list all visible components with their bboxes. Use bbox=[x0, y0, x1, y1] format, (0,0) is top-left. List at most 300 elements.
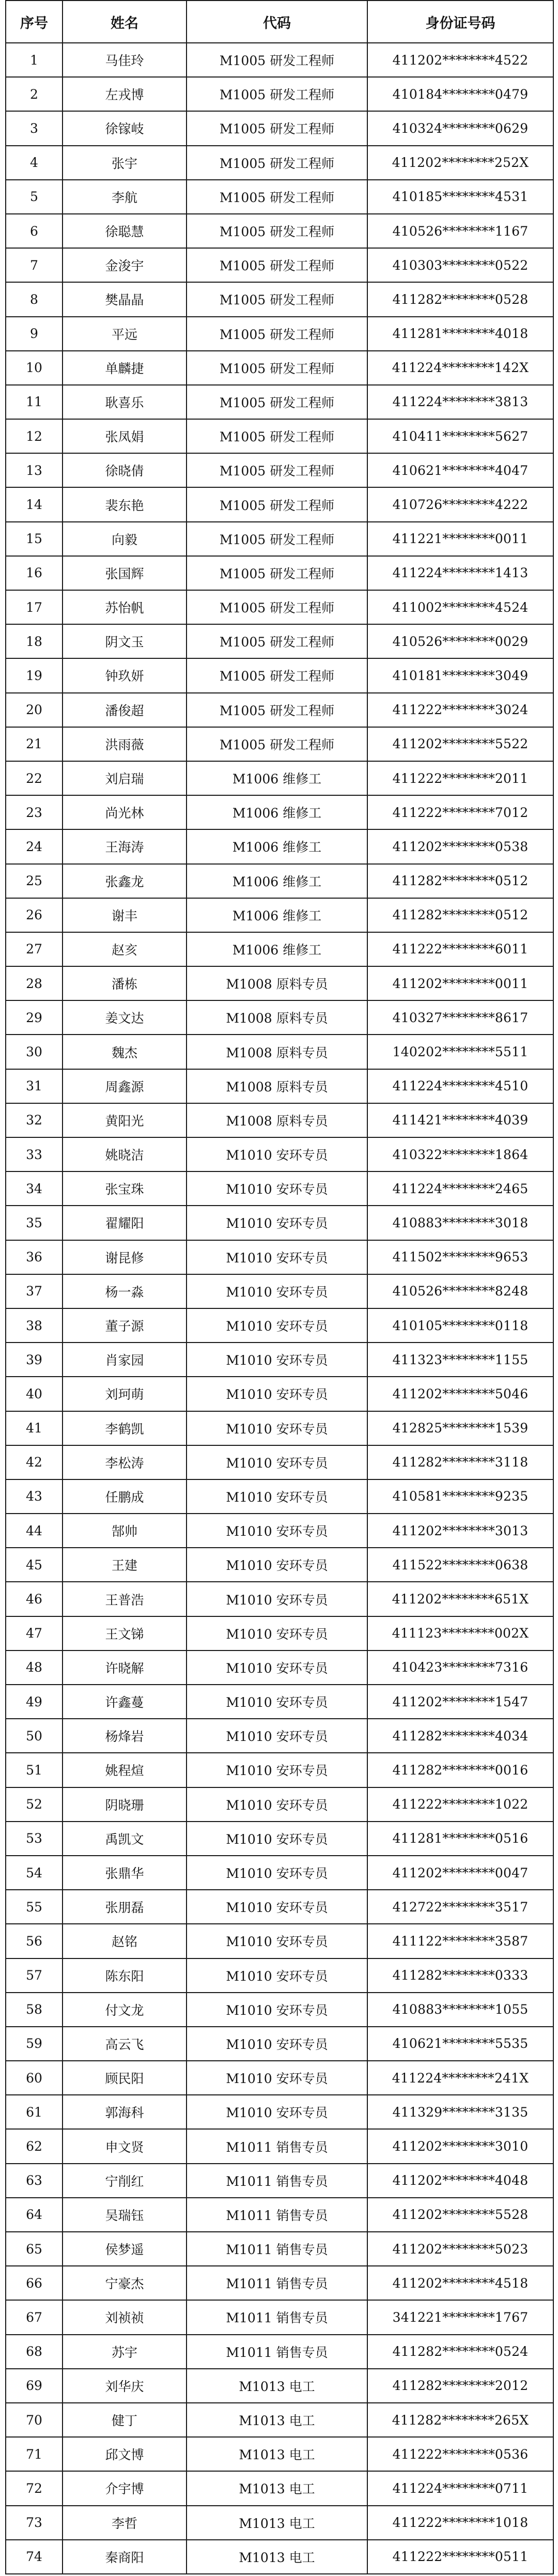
cell-name: 赵亥 bbox=[63, 932, 187, 966]
cell-name: 周鑫源 bbox=[63, 1069, 187, 1103]
table-row bbox=[6, 2403, 553, 2437]
cell-serial-number: 28 bbox=[6, 966, 63, 1000]
cell-code: M1010 安环专员 bbox=[187, 1787, 367, 1822]
cell-id-number: 411202********0011 bbox=[367, 966, 553, 1000]
table-row bbox=[6, 487, 553, 521]
cell-serial-number: 55 bbox=[6, 1890, 63, 1924]
cell-id-number: 411202********3010 bbox=[367, 2129, 553, 2163]
table-row bbox=[6, 727, 553, 761]
cell-name: 姚晓洁 bbox=[63, 1137, 187, 1171]
cell-name: 邱文博 bbox=[63, 2437, 187, 2471]
cell-code: M1006 维修工 bbox=[187, 761, 367, 795]
cell-serial-number: 10 bbox=[6, 351, 63, 385]
cell-id-number: 411222********0536 bbox=[367, 2437, 553, 2471]
cell-code: M1010 安环专员 bbox=[187, 1993, 367, 2027]
cell-name: 张宝珠 bbox=[63, 1171, 187, 1206]
cell-serial-number: 51 bbox=[6, 1753, 63, 1787]
table-row bbox=[6, 2437, 553, 2471]
cell-id-number: 411323********1155 bbox=[367, 1343, 553, 1377]
table-row bbox=[6, 2369, 553, 2403]
cell-serial-number: 64 bbox=[6, 2198, 63, 2232]
cell-name: 赵铭 bbox=[63, 1924, 187, 1958]
cell-name: 张鼎华 bbox=[63, 1856, 187, 1890]
cell-serial-number: 38 bbox=[6, 1308, 63, 1343]
cell-name: 金浚宇 bbox=[63, 248, 187, 282]
cell-name: 张宇 bbox=[63, 146, 187, 180]
cell-code: M1010 安环专员 bbox=[187, 1719, 367, 1753]
cell-name: 谢昆修 bbox=[63, 1240, 187, 1274]
table-row bbox=[6, 2027, 553, 2061]
table-row bbox=[6, 214, 553, 248]
cell-id-number: 411202********0538 bbox=[367, 829, 553, 863]
cell-name: 董子源 bbox=[63, 1308, 187, 1343]
cell-code: M1005 研发工程师 bbox=[187, 487, 367, 521]
cell-id-number: 411282********0528 bbox=[367, 282, 553, 316]
cell-name: 徐镓岐 bbox=[63, 111, 187, 145]
table-row bbox=[6, 43, 553, 77]
cell-name: 任鹏成 bbox=[63, 1479, 187, 1514]
cell-code: M1008 原料专员 bbox=[187, 966, 367, 1000]
cell-name: 徐聪慧 bbox=[63, 214, 187, 248]
cell-id-number: 410411********5627 bbox=[367, 419, 553, 453]
table-row bbox=[6, 590, 553, 624]
table-row bbox=[6, 658, 553, 692]
cell-serial-number: 59 bbox=[6, 2027, 63, 2061]
cell-id-number: 410621********4047 bbox=[367, 453, 553, 487]
table-row bbox=[6, 2198, 553, 2232]
table-row bbox=[6, 1719, 553, 1753]
cell-id-number: 412825********1539 bbox=[367, 1411, 553, 1445]
table-row bbox=[6, 1514, 553, 1548]
table-row bbox=[6, 1308, 553, 1343]
header-serial-number: 序号 bbox=[6, 1, 63, 43]
cell-id-number: 412722********3517 bbox=[367, 1890, 553, 1924]
table-row bbox=[6, 1616, 553, 1651]
header-row bbox=[6, 1, 553, 43]
cell-serial-number: 18 bbox=[6, 624, 63, 658]
table-row bbox=[6, 1479, 553, 1514]
cell-name: 苏宇 bbox=[63, 2335, 187, 2369]
cell-code: M1005 研发工程师 bbox=[187, 351, 367, 385]
cell-name: 刘启瑞 bbox=[63, 761, 187, 795]
cell-code: M1008 原料专员 bbox=[187, 1035, 367, 1069]
table-row bbox=[6, 453, 553, 487]
cell-id-number: 411202********4048 bbox=[367, 2164, 553, 2198]
cell-id-number: 410883********1055 bbox=[367, 1993, 553, 2027]
cell-code: M1010 安环专员 bbox=[187, 1753, 367, 1787]
cell-serial-number: 17 bbox=[6, 590, 63, 624]
cell-name: 王海涛 bbox=[63, 829, 187, 863]
table-row bbox=[6, 829, 553, 863]
cell-name: 张国辉 bbox=[63, 556, 187, 590]
table-row bbox=[6, 2300, 553, 2334]
cell-code: M1005 研发工程师 bbox=[187, 453, 367, 487]
cell-id-number: 411222********2011 bbox=[367, 761, 553, 795]
cell-code: M1010 安环专员 bbox=[187, 2027, 367, 2061]
cell-name: 申文贤 bbox=[63, 2129, 187, 2163]
cell-name: 杨烽岩 bbox=[63, 1719, 187, 1753]
cell-id-number: 410181********3049 bbox=[367, 658, 553, 692]
cell-serial-number: 52 bbox=[6, 1787, 63, 1822]
cell-serial-number: 72 bbox=[6, 2471, 63, 2505]
cell-code: M1010 安环专员 bbox=[187, 1548, 367, 1582]
cell-id-number: 411281********4018 bbox=[367, 317, 553, 351]
table-row bbox=[6, 1411, 553, 1445]
cell-id-number: 411282********2012 bbox=[367, 2369, 553, 2403]
table-row bbox=[6, 1171, 553, 1206]
cell-name: 阴晓珊 bbox=[63, 1787, 187, 1822]
cell-code: M1008 原料专员 bbox=[187, 1103, 367, 1137]
cell-code: M1005 研发工程师 bbox=[187, 248, 367, 282]
cell-serial-number: 19 bbox=[6, 658, 63, 692]
cell-serial-number: 48 bbox=[6, 1651, 63, 1685]
cell-id-number: 411123********002X bbox=[367, 1616, 553, 1651]
table-row bbox=[6, 624, 553, 658]
cell-id-number: 411224********0711 bbox=[367, 2471, 553, 2505]
cell-serial-number: 4 bbox=[6, 146, 63, 180]
cell-code: M1010 安环专员 bbox=[187, 1514, 367, 1548]
cell-id-number: 411282********265X bbox=[367, 2403, 553, 2437]
cell-id-number: 411329********3135 bbox=[367, 2095, 553, 2129]
header-name: 姓名 bbox=[63, 1, 187, 43]
cell-code: M1010 安环专员 bbox=[187, 1206, 367, 1240]
cell-serial-number: 27 bbox=[6, 932, 63, 966]
cell-serial-number: 43 bbox=[6, 1479, 63, 1514]
cell-name: 张朋磊 bbox=[63, 1890, 187, 1924]
table-row bbox=[6, 1445, 553, 1479]
table-row bbox=[6, 146, 553, 180]
cell-serial-number: 11 bbox=[6, 385, 63, 419]
cell-id-number: 410423********7316 bbox=[367, 1651, 553, 1685]
cell-code: M1005 研发工程师 bbox=[187, 43, 367, 77]
cell-name: 洪雨薇 bbox=[63, 727, 187, 761]
table-row bbox=[6, 1822, 553, 1856]
cell-serial-number: 69 bbox=[6, 2369, 63, 2403]
cell-name: 姚程煊 bbox=[63, 1753, 187, 1787]
table-row bbox=[6, 898, 553, 932]
cell-serial-number: 22 bbox=[6, 761, 63, 795]
cell-name: 许鑫蔓 bbox=[63, 1685, 187, 1719]
cell-code: M1005 研发工程师 bbox=[187, 624, 367, 658]
cell-id-number: 411222********3024 bbox=[367, 693, 553, 727]
cell-serial-number: 26 bbox=[6, 898, 63, 932]
cell-id-number: 411224********1413 bbox=[367, 556, 553, 590]
cell-id-number: 411281********0516 bbox=[367, 1822, 553, 1856]
cell-code: M1005 研发工程师 bbox=[187, 522, 367, 556]
cell-code: M1011 销售专员 bbox=[187, 2335, 367, 2369]
table-row bbox=[6, 180, 553, 214]
cell-serial-number: 70 bbox=[6, 2403, 63, 2437]
header-code: 代码 bbox=[187, 1, 367, 43]
table-row bbox=[6, 1753, 553, 1787]
cell-serial-number: 40 bbox=[6, 1377, 63, 1411]
table-row bbox=[6, 77, 553, 111]
table-row bbox=[6, 1206, 553, 1240]
cell-code: M1010 安环专员 bbox=[187, 1308, 367, 1343]
cell-serial-number: 74 bbox=[6, 2540, 63, 2574]
cell-name: 付文龙 bbox=[63, 1993, 187, 2027]
cell-serial-number: 61 bbox=[6, 2095, 63, 2129]
cell-serial-number: 12 bbox=[6, 419, 63, 453]
cell-serial-number: 8 bbox=[6, 282, 63, 316]
cell-name: 姜文达 bbox=[63, 1000, 187, 1035]
cell-code: M1010 安环专员 bbox=[187, 1651, 367, 1685]
cell-serial-number: 37 bbox=[6, 1274, 63, 1308]
cell-name: 肖家园 bbox=[63, 1343, 187, 1377]
cell-id-number: 411222********1018 bbox=[367, 2506, 553, 2540]
cell-name: 徐晓倩 bbox=[63, 453, 187, 487]
table-row bbox=[6, 2540, 553, 2574]
cell-code: M1005 研发工程师 bbox=[187, 693, 367, 727]
cell-name: 郭海科 bbox=[63, 2095, 187, 2129]
cell-name: 秦商阳 bbox=[63, 2540, 187, 2574]
table-row bbox=[6, 1582, 553, 1616]
cell-id-number: 411202********4518 bbox=[367, 2266, 553, 2300]
cell-id-number: 411282********0512 bbox=[367, 864, 553, 898]
cell-name: 顾民阳 bbox=[63, 2061, 187, 2095]
table-row bbox=[6, 1274, 553, 1308]
cell-id-number: 410105********0118 bbox=[367, 1308, 553, 1343]
cell-id-number: 411222********7012 bbox=[367, 795, 553, 829]
cell-name: 马佳玲 bbox=[63, 43, 187, 77]
cell-name: 王建 bbox=[63, 1548, 187, 1582]
cell-code: M1010 安环专员 bbox=[187, 1958, 367, 1993]
cell-name: 杨一淼 bbox=[63, 1274, 187, 1308]
cell-serial-number: 56 bbox=[6, 1924, 63, 1958]
cell-id-number: 410185********4531 bbox=[367, 180, 553, 214]
cell-code: M1006 维修工 bbox=[187, 829, 367, 863]
cell-code: M1005 研发工程师 bbox=[187, 590, 367, 624]
cell-name: 平远 bbox=[63, 317, 187, 351]
cell-code: M1010 安环专员 bbox=[187, 2095, 367, 2129]
table-body bbox=[6, 43, 553, 2574]
cell-code: M1006 维修工 bbox=[187, 932, 367, 966]
cell-name: 阴文玉 bbox=[63, 624, 187, 658]
cell-code: M1005 研发工程师 bbox=[187, 111, 367, 145]
cell-code: M1008 原料专员 bbox=[187, 1069, 367, 1103]
cell-code: M1010 安环专员 bbox=[187, 1343, 367, 1377]
cell-serial-number: 50 bbox=[6, 1719, 63, 1753]
cell-code: M1011 销售专员 bbox=[187, 2198, 367, 2232]
cell-id-number: 411222********0511 bbox=[367, 2540, 553, 2574]
table-row bbox=[6, 1548, 553, 1582]
cell-serial-number: 54 bbox=[6, 1856, 63, 1890]
cell-id-number: 411224********241X bbox=[367, 2061, 553, 2095]
table-row bbox=[6, 1958, 553, 1993]
cell-serial-number: 65 bbox=[6, 2232, 63, 2266]
cell-id-number: 410526********8248 bbox=[367, 1274, 553, 1308]
table-row bbox=[6, 2232, 553, 2266]
table-row bbox=[6, 248, 553, 282]
cell-id-number: 411202********252X bbox=[367, 146, 553, 180]
cell-id-number: 411002********4524 bbox=[367, 590, 553, 624]
cell-serial-number: 9 bbox=[6, 317, 63, 351]
cell-code: M1005 研发工程师 bbox=[187, 180, 367, 214]
cell-name: 王文锑 bbox=[63, 1616, 187, 1651]
cell-name: 潘栋 bbox=[63, 966, 187, 1000]
cell-serial-number: 73 bbox=[6, 2506, 63, 2540]
cell-name: 宁豪杰 bbox=[63, 2266, 187, 2300]
table-row bbox=[6, 282, 553, 316]
table-row bbox=[6, 761, 553, 795]
cell-name: 张凤娟 bbox=[63, 419, 187, 453]
cell-serial-number: 1 bbox=[6, 43, 63, 77]
cell-serial-number: 23 bbox=[6, 795, 63, 829]
cell-code: M1010 安环专员 bbox=[187, 1377, 367, 1411]
cell-serial-number: 46 bbox=[6, 1582, 63, 1616]
table-row bbox=[6, 1651, 553, 1685]
cell-name: 健丁 bbox=[63, 2403, 187, 2437]
table-row bbox=[6, 795, 553, 829]
cell-code: M1006 维修工 bbox=[187, 898, 367, 932]
cell-serial-number: 66 bbox=[6, 2266, 63, 2300]
header-id-number: 身份证号码 bbox=[367, 1, 553, 43]
roster-table bbox=[5, 0, 554, 2574]
cell-serial-number: 49 bbox=[6, 1685, 63, 1719]
cell-id-number: 411282********0016 bbox=[367, 1753, 553, 1787]
table-row bbox=[6, 317, 553, 351]
table-row bbox=[6, 522, 553, 556]
cell-serial-number: 41 bbox=[6, 1411, 63, 1445]
cell-name: 魏杰 bbox=[63, 1035, 187, 1069]
cell-code: M1008 原料专员 bbox=[187, 1000, 367, 1035]
cell-serial-number: 6 bbox=[6, 214, 63, 248]
cell-code: M1011 销售专员 bbox=[187, 2300, 367, 2334]
table-row bbox=[6, 2335, 553, 2369]
table-row bbox=[6, 2061, 553, 2095]
cell-id-number: 411202********5522 bbox=[367, 727, 553, 761]
cell-code: M1013 电工 bbox=[187, 2403, 367, 2437]
cell-serial-number: 63 bbox=[6, 2164, 63, 2198]
cell-name: 黄阳光 bbox=[63, 1103, 187, 1137]
cell-name: 禹凯文 bbox=[63, 1822, 187, 1856]
cell-code: M1005 研发工程师 bbox=[187, 385, 367, 419]
cell-serial-number: 68 bbox=[6, 2335, 63, 2369]
cell-id-number: 411221********0011 bbox=[367, 522, 553, 556]
cell-code: M1010 安环专员 bbox=[187, 1445, 367, 1479]
cell-serial-number: 3 bbox=[6, 111, 63, 145]
cell-code: M1013 电工 bbox=[187, 2437, 367, 2471]
cell-id-number: 140202********5511 bbox=[367, 1035, 553, 1069]
cell-code: M1011 销售专员 bbox=[187, 2164, 367, 2198]
cell-serial-number: 71 bbox=[6, 2437, 63, 2471]
table-row bbox=[6, 1377, 553, 1411]
cell-code: M1010 安环专员 bbox=[187, 1856, 367, 1890]
cell-id-number: 411224********142X bbox=[367, 351, 553, 385]
cell-name: 许晓解 bbox=[63, 1651, 187, 1685]
cell-code: M1005 研发工程师 bbox=[187, 77, 367, 111]
cell-id-number: 411202********651X bbox=[367, 1582, 553, 1616]
cell-name: 宁削红 bbox=[63, 2164, 187, 2198]
cell-code: M1005 研发工程师 bbox=[187, 214, 367, 248]
cell-id-number: 410184********0479 bbox=[367, 77, 553, 111]
cell-id-number: 411202********5528 bbox=[367, 2198, 553, 2232]
cell-serial-number: 15 bbox=[6, 522, 63, 556]
cell-name: 向毅 bbox=[63, 522, 187, 556]
table-header bbox=[6, 1, 553, 43]
cell-id-number: 410621********5535 bbox=[367, 2027, 553, 2061]
cell-id-number: 411202********5023 bbox=[367, 2232, 553, 2266]
cell-id-number: 410327********8617 bbox=[367, 1000, 553, 1035]
cell-id-number: 411282********0524 bbox=[367, 2335, 553, 2369]
cell-name: 裴东艳 bbox=[63, 487, 187, 521]
cell-name: 吴瑞钰 bbox=[63, 2198, 187, 2232]
cell-serial-number: 67 bbox=[6, 2300, 63, 2334]
cell-serial-number: 14 bbox=[6, 487, 63, 521]
cell-serial-number: 57 bbox=[6, 1958, 63, 1993]
table-row bbox=[6, 385, 553, 419]
cell-id-number: 411202********0047 bbox=[367, 1856, 553, 1890]
cell-name: 张鑫龙 bbox=[63, 864, 187, 898]
cell-name: 陈东阳 bbox=[63, 1958, 187, 1993]
cell-name: 潘俊超 bbox=[63, 693, 187, 727]
cell-code: M1005 研发工程师 bbox=[187, 317, 367, 351]
cell-serial-number: 13 bbox=[6, 453, 63, 487]
cell-serial-number: 32 bbox=[6, 1103, 63, 1137]
cell-id-number: 410322********1864 bbox=[367, 1137, 553, 1171]
cell-id-number: 411224********3813 bbox=[367, 385, 553, 419]
cell-serial-number: 30 bbox=[6, 1035, 63, 1069]
table-row bbox=[6, 1993, 553, 2027]
cell-name: 左戎博 bbox=[63, 77, 187, 111]
cell-code: M1013 电工 bbox=[187, 2506, 367, 2540]
cell-serial-number: 36 bbox=[6, 1240, 63, 1274]
cell-code: M1011 销售专员 bbox=[187, 2232, 367, 2266]
cell-id-number: 411222********6011 bbox=[367, 932, 553, 966]
cell-code: M1006 维修工 bbox=[187, 864, 367, 898]
cell-name: 钟玖妍 bbox=[63, 658, 187, 692]
cell-serial-number: 62 bbox=[6, 2129, 63, 2163]
cell-code: M1005 研发工程师 bbox=[187, 727, 367, 761]
cell-code: M1010 安环专员 bbox=[187, 1616, 367, 1651]
cell-serial-number: 21 bbox=[6, 727, 63, 761]
cell-name: 李鹤凯 bbox=[63, 1411, 187, 1445]
cell-name: 刘祯祯 bbox=[63, 2300, 187, 2334]
table-row bbox=[6, 864, 553, 898]
cell-name: 介宇博 bbox=[63, 2471, 187, 2505]
cell-name: 耿喜乐 bbox=[63, 385, 187, 419]
cell-code: M1013 电工 bbox=[187, 2471, 367, 2505]
table-row bbox=[6, 1787, 553, 1822]
cell-code: M1011 销售专员 bbox=[187, 2129, 367, 2163]
table-row bbox=[6, 419, 553, 453]
cell-code: M1010 安环专员 bbox=[187, 1411, 367, 1445]
cell-id-number: 411202********3013 bbox=[367, 1514, 553, 1548]
table-row bbox=[6, 2506, 553, 2540]
table-row bbox=[6, 1343, 553, 1377]
cell-name: 翟耀阳 bbox=[63, 1206, 187, 1240]
table-row bbox=[6, 1103, 553, 1137]
cell-serial-number: 44 bbox=[6, 1514, 63, 1548]
cell-id-number: 411282********0333 bbox=[367, 1958, 553, 1993]
cell-name: 谢丰 bbox=[63, 898, 187, 932]
table-row bbox=[6, 1137, 553, 1171]
cell-name: 苏怡帆 bbox=[63, 590, 187, 624]
cell-code: M1010 安环专员 bbox=[187, 1274, 367, 1308]
table-row bbox=[6, 1890, 553, 1924]
cell-code: M1006 维修工 bbox=[187, 795, 367, 829]
cell-serial-number: 5 bbox=[6, 180, 63, 214]
cell-serial-number: 31 bbox=[6, 1069, 63, 1103]
table-row bbox=[6, 2095, 553, 2129]
cell-code: M1010 安环专员 bbox=[187, 1924, 367, 1958]
cell-code: M1005 研发工程师 bbox=[187, 419, 367, 453]
cell-id-number: 411224********2465 bbox=[367, 1171, 553, 1206]
cell-id-number: 411202********1547 bbox=[367, 1685, 553, 1719]
cell-id-number: 411502********9653 bbox=[367, 1240, 553, 1274]
cell-id-number: 411282********3118 bbox=[367, 1445, 553, 1479]
cell-id-number: 410883********3018 bbox=[367, 1206, 553, 1240]
